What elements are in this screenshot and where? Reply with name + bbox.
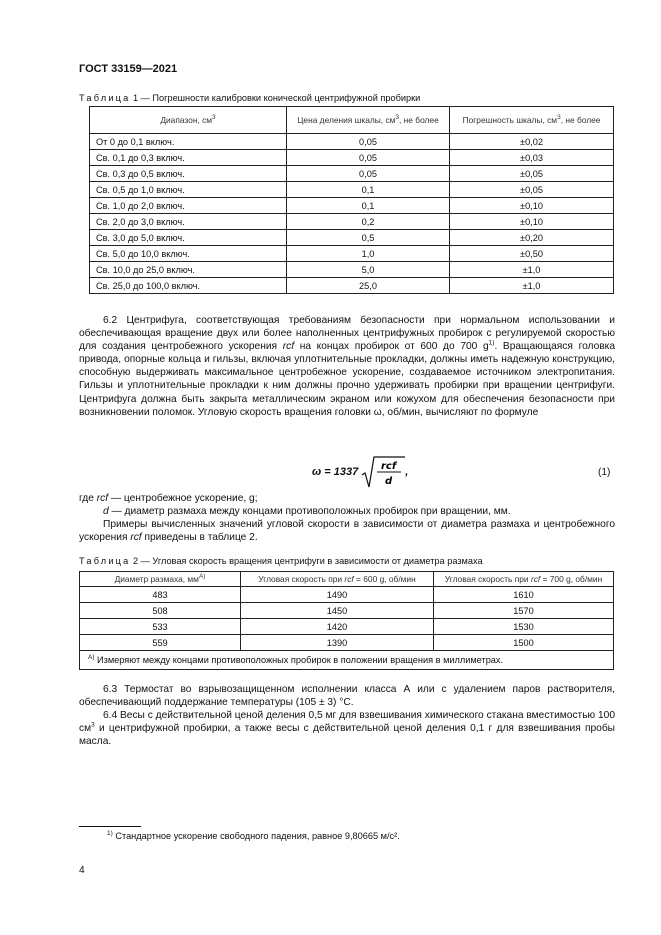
table1-cell: Св. 2,0 до 3,0 включ. bbox=[90, 214, 287, 230]
table1-cell: 0,1 bbox=[287, 198, 450, 214]
table1-cell: 0,05 bbox=[287, 150, 450, 166]
table2-caption-prefix: Таблица bbox=[79, 556, 131, 566]
table2-cell: 1610 bbox=[434, 587, 614, 603]
page-number: 4 bbox=[79, 865, 85, 876]
table-row bbox=[90, 214, 614, 230]
table1-cell: Св. 1,0 до 2,0 включ. bbox=[90, 198, 287, 214]
table2-cell: 1490 bbox=[241, 587, 434, 603]
table-row bbox=[80, 603, 614, 619]
table1-cell: Св. 10,0 до 25,0 включ. bbox=[90, 262, 287, 278]
table2-note: $^{A)}$ Измеряют между концами противоположных пробирок в положении вращения в миллиметрах. bbox=[80, 651, 614, 670]
table1-cell: 5,0 bbox=[287, 262, 450, 278]
table1-cell: Св. 5,0 до 10,0 включ. bbox=[90, 246, 287, 262]
equation-number: (1) bbox=[598, 467, 611, 478]
table1-cell: Св. 3,0 до 5,0 включ. bbox=[90, 230, 287, 246]
where-line-rcf: где rcf — центробежное ускорение, g; bbox=[79, 493, 258, 504]
table2-cell: 1570 bbox=[434, 603, 614, 619]
table1-cell: 0,05 bbox=[287, 134, 450, 150]
footnote-separator bbox=[79, 826, 141, 827]
where-line-d: d — диаметр размаха между концами противоположных пробирок при вращении, мм. bbox=[103, 506, 511, 517]
formula-numerator: rcf bbox=[381, 461, 397, 472]
table1-body bbox=[90, 134, 614, 294]
formula-sqrt bbox=[361, 455, 405, 489]
table1-cell: Св. 25,0 до 100,0 включ. bbox=[90, 278, 287, 294]
table1-cell: 0,2 bbox=[287, 214, 450, 230]
table-row bbox=[90, 150, 614, 166]
table1-header-division: Цена деления шкалы, $см^3$, не более bbox=[287, 107, 450, 134]
table1-header-range: Диапазон, $см^3$ bbox=[90, 107, 287, 134]
table2 bbox=[79, 571, 614, 670]
table-row bbox=[90, 230, 614, 246]
table2-cell: 533 bbox=[80, 619, 241, 635]
table-row bbox=[90, 262, 614, 278]
table2-note-row bbox=[80, 651, 614, 670]
table-row bbox=[80, 619, 614, 635]
table-row bbox=[90, 182, 614, 198]
table2-cell: 559 bbox=[80, 635, 241, 651]
table2-header-700: Угловая скорость при rcf = 700 g, об/мин bbox=[434, 572, 614, 587]
table1-cell: Св. 0,3 до 0,5 включ. bbox=[90, 166, 287, 182]
table1-cell: ±0,10 bbox=[450, 198, 614, 214]
table2-cell: 1390 bbox=[241, 635, 434, 651]
table-row bbox=[90, 166, 614, 182]
paragraph-6-4: 6.4 Весы с действительной ценой деления 0,5 мг для взвешивания химического стакана вместимостью 100 $см^3$ и центрифужной пробирки, а также весы с действительной ценой деления 0,1 г для взвешивания пробы масла. bbox=[79, 710, 615, 748]
table1-cell: ±1,0 bbox=[450, 262, 614, 278]
table1-cell: ±0,20 bbox=[450, 230, 614, 246]
table1-cell: 1,0 bbox=[287, 246, 450, 262]
table2-header-diameter: Диаметр размаха, $мм^{A)}$ bbox=[80, 572, 241, 587]
table2-cell: 508 bbox=[80, 603, 241, 619]
table2-cell: 1450 bbox=[241, 603, 434, 619]
table2-cell: 1530 bbox=[434, 619, 614, 635]
examples-paragraph: Примеры вычисленных значений угловой скорости в зависимости от диаметра размаха и центробежного ускорения rcf приведены в таблице 2. bbox=[79, 519, 615, 544]
table2-caption bbox=[79, 556, 483, 566]
formula-omega bbox=[312, 455, 408, 489]
table2-cell: 1420 bbox=[241, 619, 434, 635]
table1-cell: ±0,02 bbox=[450, 134, 614, 150]
document-header: ГОСТ 33159—2021 bbox=[79, 63, 178, 75]
formula-denominator: d bbox=[385, 476, 393, 487]
table2-body bbox=[80, 587, 614, 651]
table2-header-600: Угловая скорость при rcf = 600 g, об/мин bbox=[241, 572, 434, 587]
table2-caption-text: 2 — Угловая скорость вращения центрифуги в зависимости от диаметра размаха bbox=[133, 556, 483, 566]
table1-cell: Св. 0,5 до 1,0 включ. bbox=[90, 182, 287, 198]
table-row bbox=[80, 587, 614, 603]
table1 bbox=[89, 106, 614, 294]
sqrt-sign-icon bbox=[361, 455, 405, 489]
table1-caption-text: 1 — Погрешности калибровки конической центрифужной пробирки bbox=[133, 93, 421, 103]
table-row bbox=[90, 198, 614, 214]
paragraph-6-3: 6.3 Термостат во взрывозащищенном исполнении класса А или с удалением паров растворителя, обеспечивающий поддержание температуры (105 ± 3) °С. bbox=[79, 684, 615, 709]
table1-header-error: Погрешность шкалы, $см^3$, не более bbox=[450, 107, 614, 134]
table1-caption-prefix: Таблица bbox=[79, 93, 131, 103]
formula-comma: , bbox=[405, 465, 409, 478]
footnote: $^{1)}$ Стандартное ускорение свободного падения, равное 9,80665 м/с². bbox=[107, 829, 400, 841]
table1-cell: ±1,0 bbox=[450, 278, 614, 294]
table-row bbox=[90, 246, 614, 262]
table-row bbox=[90, 134, 614, 150]
table-row bbox=[90, 278, 614, 294]
table2-header-row bbox=[80, 572, 614, 587]
table1-cell: ±0,05 bbox=[450, 166, 614, 182]
table1-cell: Св. 0,1 до 0,3 включ. bbox=[90, 150, 287, 166]
table-row bbox=[80, 635, 614, 651]
table1-cell: ±0,10 bbox=[450, 214, 614, 230]
paragraph-6-2: 6.2 Центрифуга, соответствующая требованиям безопасности при нормальном использовании и обеспечивающая вращение двух или более наполненных центрифужных пробирок с регулируемой скоростью для создания центробежного ускорения rcf на концах пробирок от 600 до 700 $g^{1)}$. Вращающаяся головка привода, опорные кольца и гильзы, включая уплотнительные прокладки, должны иметь надежную конструкцию, способную выдерживать максимальное центробежное ускорение, создаваемое источником электропитания. Гильзы и уплотнительные прокладки к ним должны прочно удерживать пробирки при вращении центрифуги. Центрифуга должна быть закрыта металлическим экраном или кожухом для обеспечения безопасности при возникновении поломок. Угловую скорость вращения головки ω, об/мин, вычисляют по формуле bbox=[79, 315, 615, 418]
table1-cell: ±0,50 bbox=[450, 246, 614, 262]
table2-cell: 483 bbox=[80, 587, 241, 603]
table1-cell: 0,5 bbox=[287, 230, 450, 246]
table1-cell: ±0,03 bbox=[450, 150, 614, 166]
table1-cell: От 0 до 0,1 включ. bbox=[90, 134, 287, 150]
table1-cell: ±0,05 bbox=[450, 182, 614, 198]
table1-cell: 25,0 bbox=[287, 278, 450, 294]
table1-header-row bbox=[90, 107, 614, 134]
table2-cell: 1500 bbox=[434, 635, 614, 651]
table1-caption bbox=[79, 93, 420, 103]
formula-lhs: ω = 1337 bbox=[312, 465, 359, 478]
table1-cell: 0,05 bbox=[287, 166, 450, 182]
table1-cell: 0,1 bbox=[287, 182, 450, 198]
